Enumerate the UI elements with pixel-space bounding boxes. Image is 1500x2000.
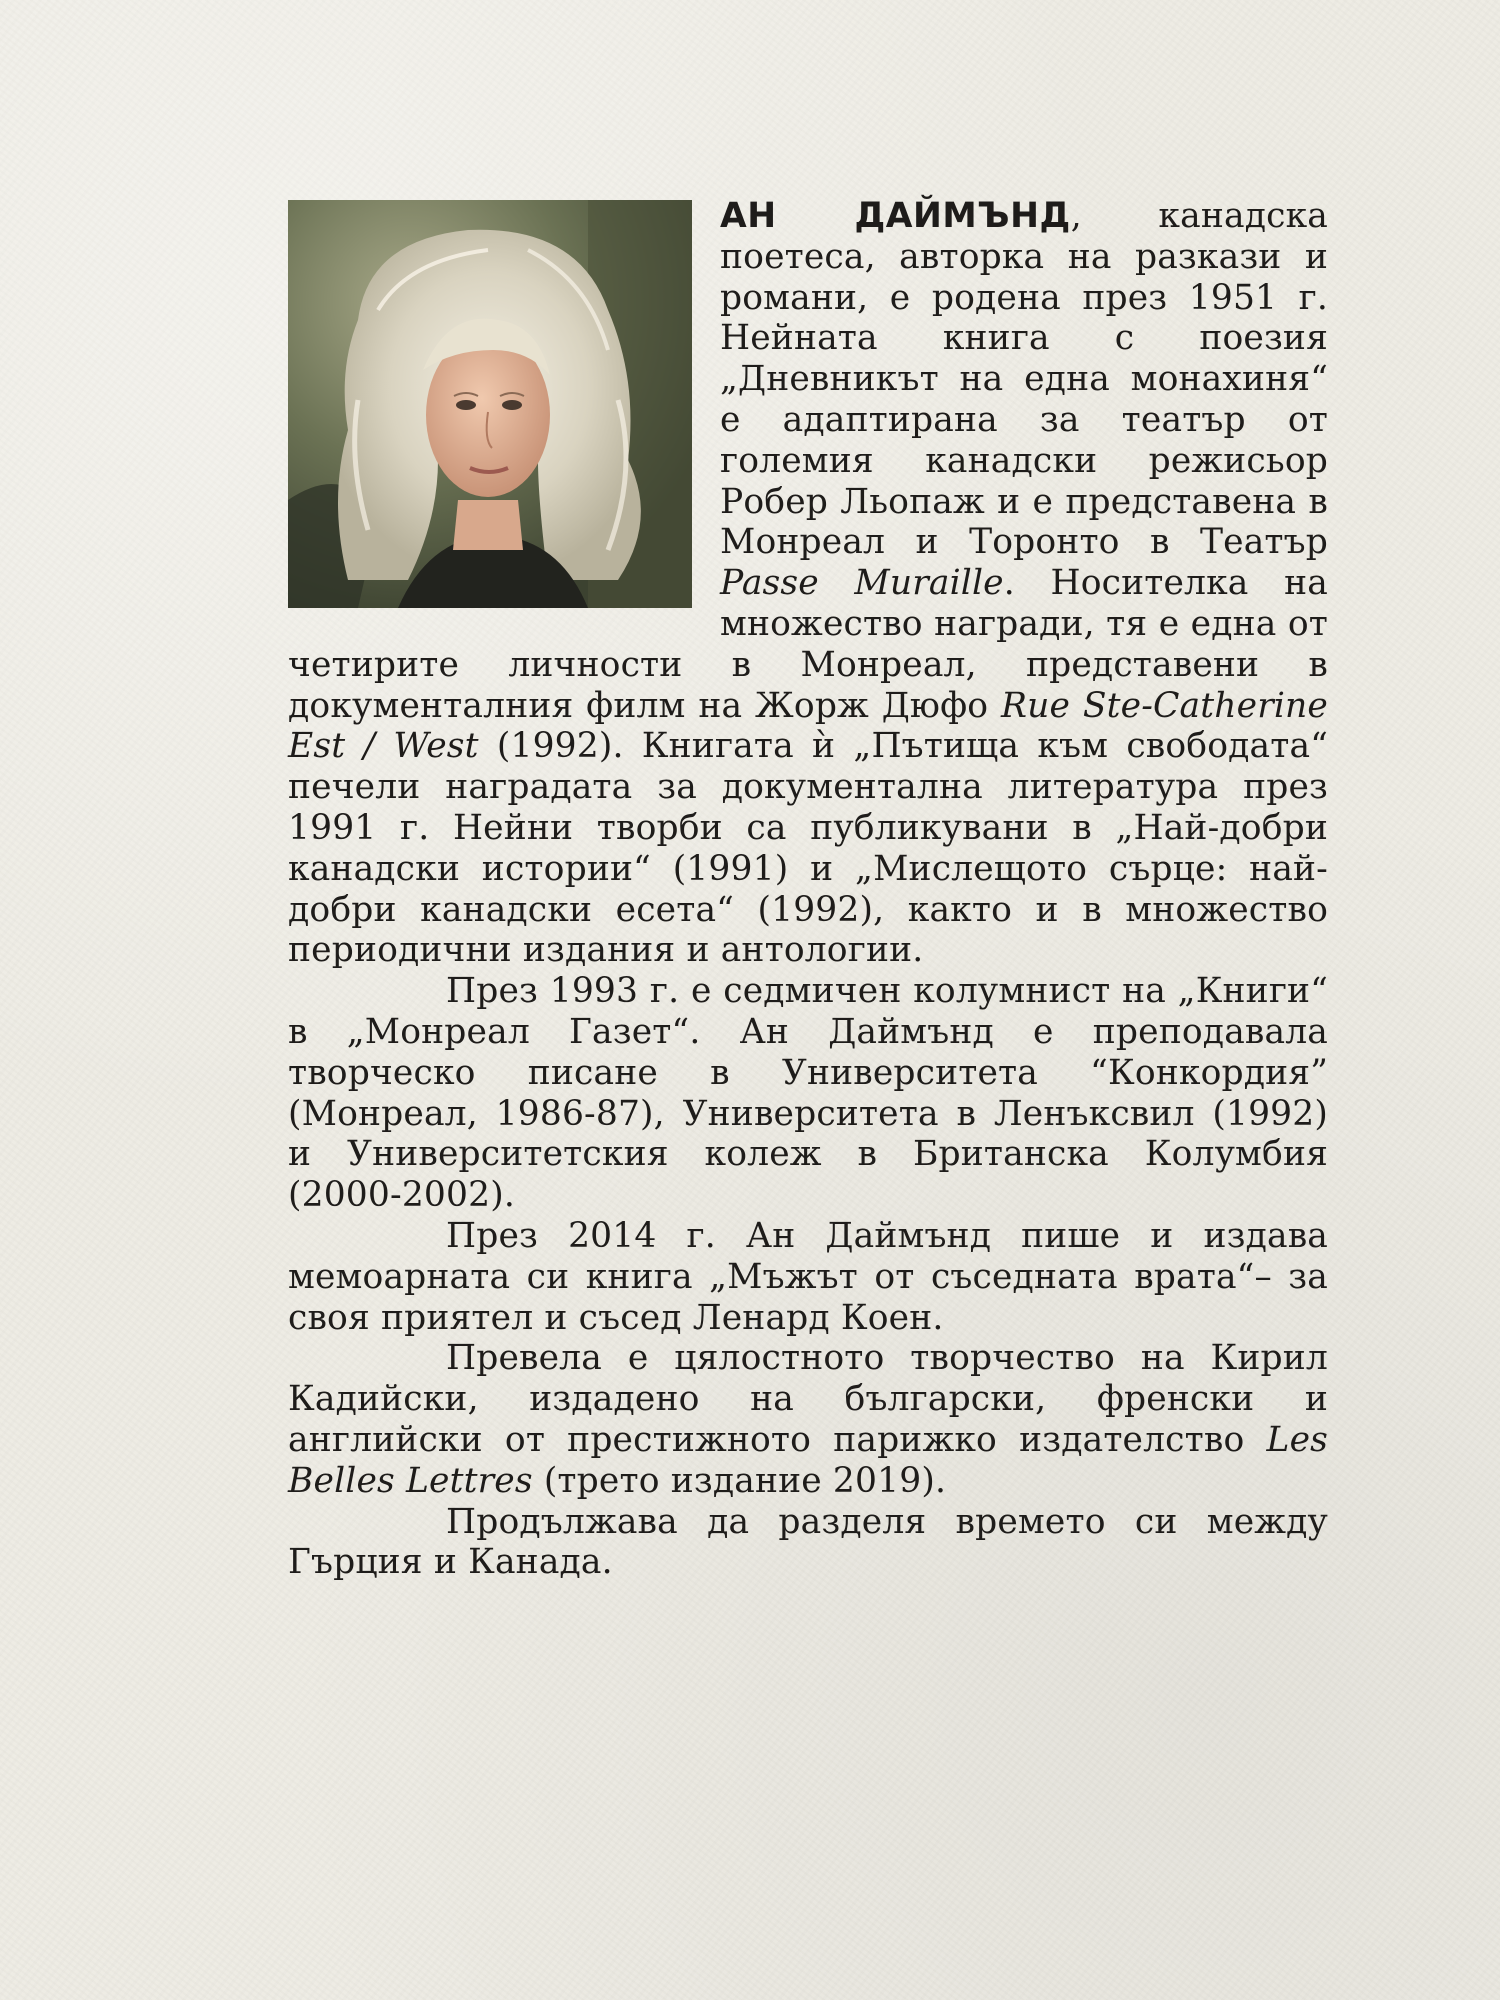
bio-p1-text-2: . Носителка на множество награди, тя е една от четирите личности в Монреал, представени в документалния филм на Жорж Дюфо — [288, 563, 1328, 726]
author-name: АН ДАЙМЪНД — [720, 196, 1071, 236]
author-bio — [288, 196, 1328, 1583]
bio-p1-text-1: , канадска поетеса, авторка на разкази и романи, е родена през 1951 г. Нейната книга с поезия „Дневникът на една монахиня“ е адаптирана за театър от големия канадски режисьор Робер Льопаж и е представена в Монреал и Торонто в Театър — [720, 196, 1328, 563]
bio-paragraph-2: През 1993 г. е седмичен колумнист на „Книги“ в „Монреал Газет“. Ан Даймънд е преподавала творческо писане в Университета “Конкордия” (Монреал, 1986-87), Университета в Ленъксвил (1992) и Университетския колеж в Британска Колумбия (2000-2002). — [288, 971, 1328, 1216]
bio-p4-text-1: Превела е цялостното творчество на Кирил Кадийски, издадено на български, френски и английски от престижното парижко издателство — [288, 1338, 1328, 1460]
bio-p1-text-3: (1992). Книгата ѝ „Пътища към свободата“ печели наградата за документална литература през 1991 г. Нейни творби са публикувани в „Най-добри канадски истории“ (1991) и „Мислещото сърце: най-добри канадски есета“ (1992), както и в множество периодични издания и антологии. — [288, 726, 1328, 971]
bio-paragraph-5: Продължава да разделя времето си между Гърция и Канада. — [288, 1501, 1328, 1583]
bio-paragraph-3: През 2014 г. Ан Даймънд пише и издава мемоарната си книга „Мъжът от съседната врата“– за своя приятел и съсед Ленард Коен. — [288, 1215, 1328, 1338]
bio-p4-italic: Les Belles Lettres — [288, 1419, 1328, 1501]
portrait-illustration — [288, 200, 692, 608]
bio-paragraph-4 — [288, 1338, 1328, 1501]
bio-p4-text-2: (трето издание 2019). — [532, 1460, 947, 1501]
bio-p1-italic-1: Passe Muraille — [720, 563, 1004, 604]
author-portrait — [288, 200, 692, 608]
bio-p1-italic-2: Rue Ste-Catherine Est / West — [288, 685, 1328, 767]
